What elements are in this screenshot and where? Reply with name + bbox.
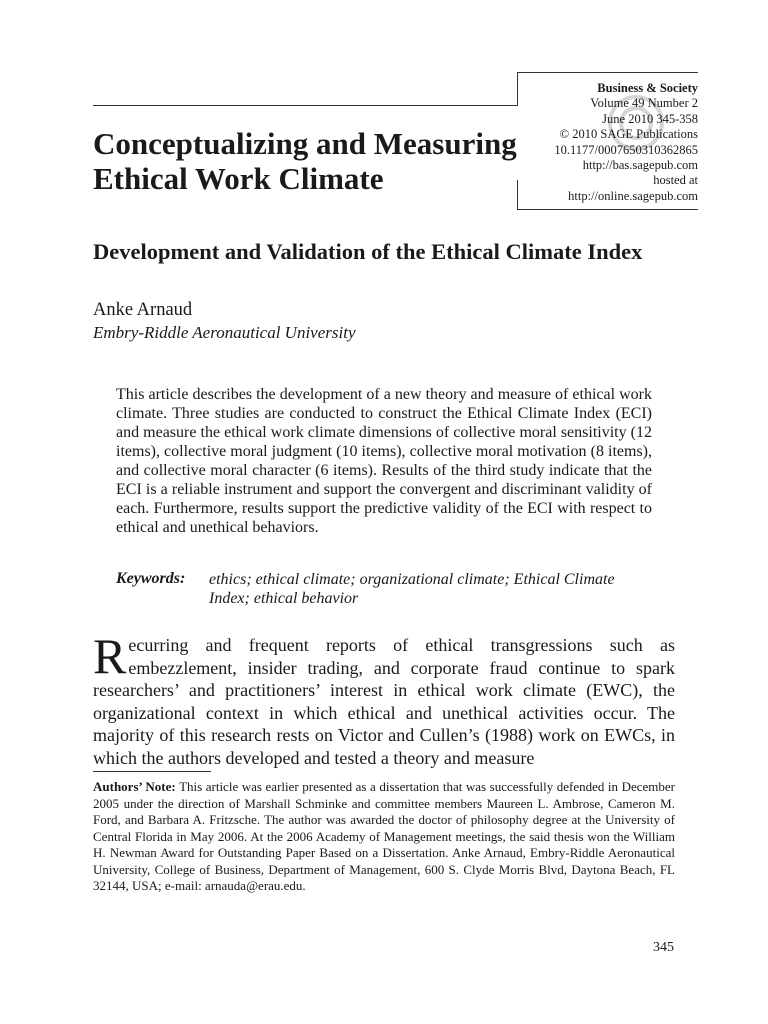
volume-number: Volume 49 Number 2 — [590, 96, 698, 111]
article-subtitle: Development and Validation of the Ethical Climate Index — [93, 239, 643, 264]
hosted-at: hosted at — [653, 173, 698, 188]
author-name: Anke Arnaud — [93, 300, 193, 320]
body-text: ecurring and frequent reports of ethical transgressions such as embezzlement, insider trading, and corporate fraud continue to spark researchers’ and practitioners’ interest in ethical work climate (EWC), the organizational context in which ethical and unethical activities occur. The majority of this research rests on Victor and Cullen’s (1988) work on EWCs, in which the authors developed and tested a theory and measure — [93, 635, 675, 768]
page-number: 345 — [653, 940, 674, 955]
article-title: Conceptualizing and Measuring Ethical Work Climate — [93, 126, 517, 196]
journal-name: Business & Society — [597, 81, 698, 95]
pubinfo-box-bottom — [517, 209, 698, 210]
abstract: This article describes the development of a new theory and measure of ethical work climate. Three studies are conducted to construct the Ethical Climate Index (ECI) and measure the ethical work climate dimensions of collective moral sensitivity (12 items), collective moral judgment (10 items), collective moral motivation (8 items), and collective moral character (6 items). Results of the third study indicate that the ECI is a reliable instrument and support the convergent and discriminant validity of each. Furthermore, results support the predictive validity of the ECI with respect to ethical and unethical behaviors. — [116, 386, 652, 536]
drop-cap: R — [93, 628, 127, 684]
authors-note-label: Authors’ Note: — [93, 779, 176, 794]
copyright: © 2010 SAGE Publications — [559, 127, 698, 142]
online-url[interactable]: http://online.sagepub.com — [568, 188, 698, 203]
header-rule — [93, 105, 517, 106]
journal-url[interactable]: http://bas.sagepub.com — [582, 158, 698, 173]
keywords-list: ethics; ethical climate; organizational climate; Ethical Climate Index; ethical behavior — [209, 571, 615, 607]
authors-note — [93, 779, 675, 895]
authors-note-text: This article was earlier presented as a dissertation that was successfully defended in December 2005 under the direction of Marshall Schminke and committee members Maureen L. Ambrose, Cameron M. Ford, and Barbara A. Fritzsche. The author was awarded the doctor of philosophy degree at the University of Central Florida in May 2006. At the 2006 Academy of Management meetings, the said thesis won the William H. Newman Award for Outstanding Paper Based on a Dissertation. Anke Arnaud, Embry-Riddle Aeronautical University, College of Business, Department of Management, 600 S. Clyde Morris Blvd, Daytona Beach, FL 32144, USA; e-mail: arnauda@erau.edu. — [93, 779, 676, 893]
body-paragraph — [93, 628, 675, 769]
pubinfo-box-top — [517, 72, 698, 73]
footnote-rule — [93, 771, 211, 772]
keywords-label: Keywords: — [116, 570, 186, 587]
author-affiliation: Embry-Riddle Aeronautical University — [93, 323, 356, 342]
doi: 10.1177/0007650310362865 — [554, 142, 698, 157]
date-pages: June 2010 345-358 — [602, 111, 698, 126]
